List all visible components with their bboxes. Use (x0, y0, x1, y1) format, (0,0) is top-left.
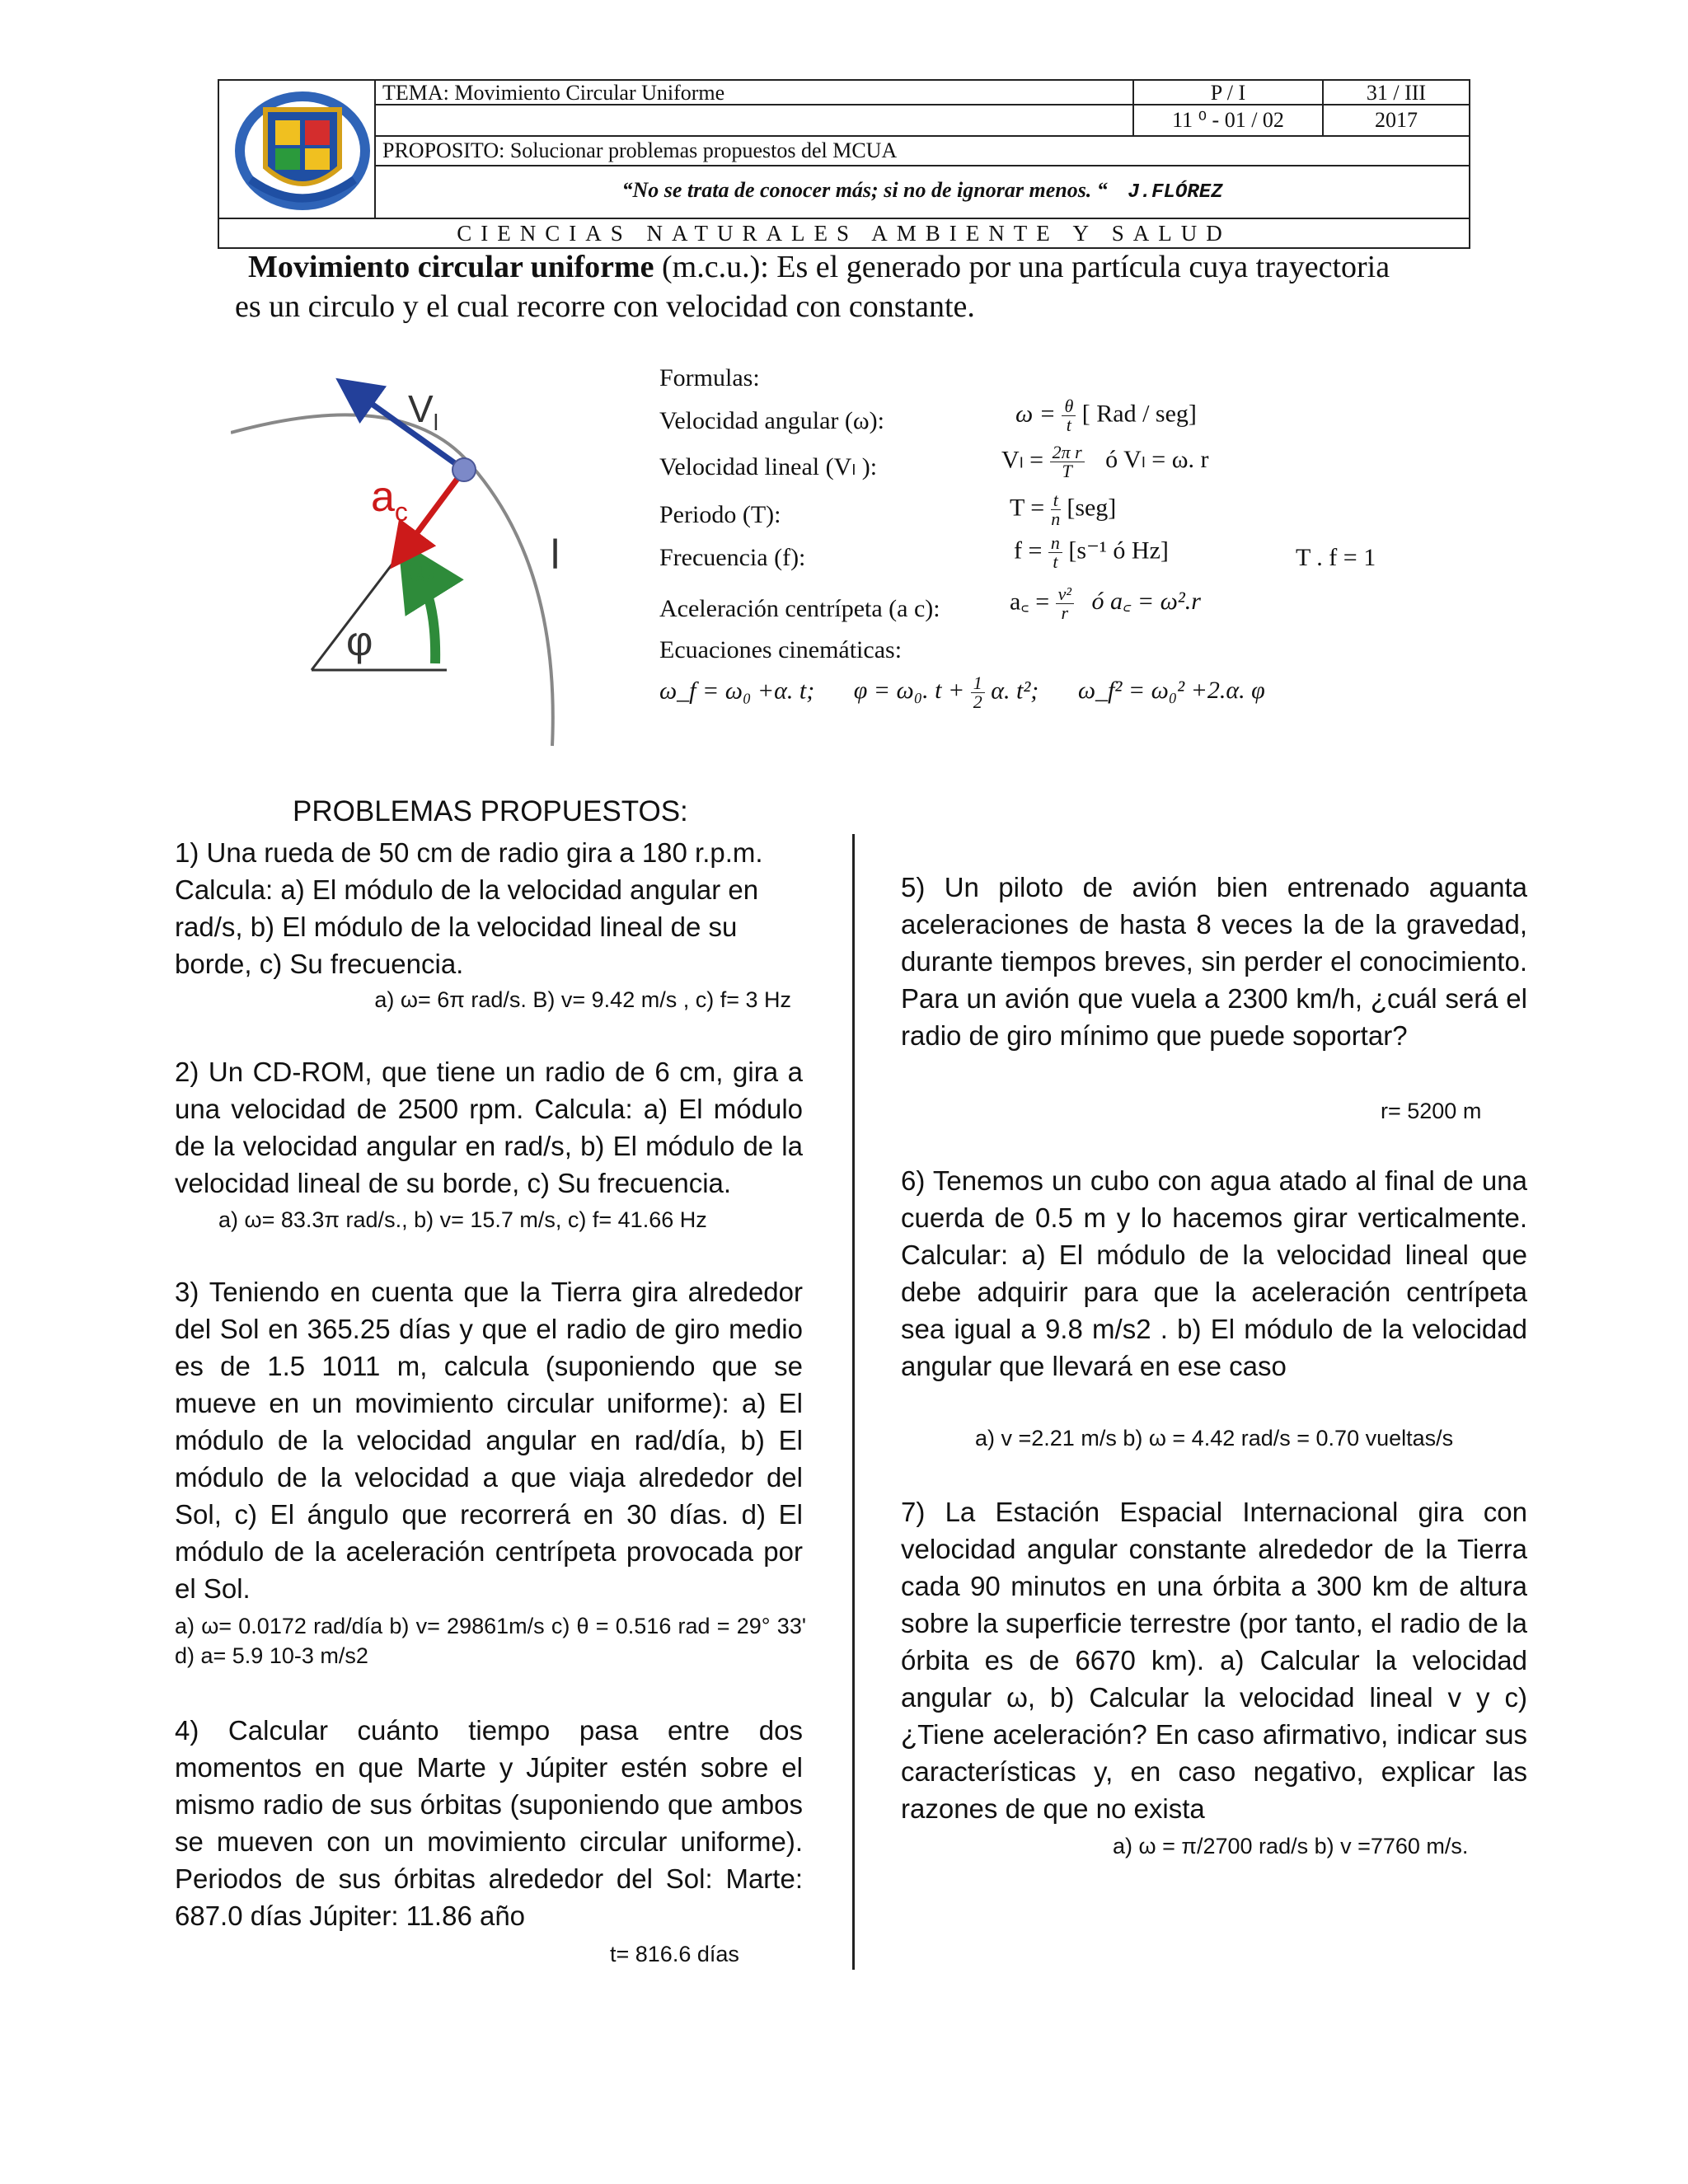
tema-spacer-cell (376, 105, 1134, 137)
trajectory-arc (231, 415, 553, 746)
area-text: CIENCIAS NATURALES AMBIENTE Y SALUD (457, 221, 1231, 246)
school-logo (219, 81, 376, 219)
eq-phi: φ = ω₀. t + (853, 677, 965, 705)
particle-dot (452, 458, 476, 481)
problem-5: 5) Un piloto de avión bien entrenado aguanta aceleraciones de hasta 8 veces la de la gravedad, durante tiempos breves, sin perder el conocimiento. Para un avión que vuela a 2300 km/h, ¿cuál será el radio de giro mínimo que puede soportar? (901, 872, 1527, 1051)
acceleration-arrow (404, 470, 464, 551)
anio-text: 2017 (1375, 108, 1418, 132)
formulas-title: Formulas: (659, 364, 760, 391)
grado-cell (1134, 105, 1324, 137)
formula-tf: T . f = 1 (1296, 544, 1376, 571)
intro-paragraph (235, 247, 1405, 326)
fecha-text: 31 / III (1366, 81, 1427, 105)
problem-3: 3) Teniendo en cuenta que la Tierra gira alrededor del Sol en 365.25 días y que el radio de giro medio es de 1.5 1011 m, calcula (suponiendo que se mueve en un movimiento circular uniforme): a) El módulo de la velocidad angular en rad/día, b) El módulo de la velocidad a que viaja alrededor del Sol, c) El ángulo que recorrerá en 30 días. d) El módulo de la aceleración centrípeta provocada por el Sol. (175, 1277, 803, 1604)
cinematicas-equations: ω_f = ω₀ +α. t; φ = ω₀. t + $\frac{1}{2}$ α. t²; ω_f² = ω₀² +2.α. φ (659, 673, 1265, 712)
formula-angular-label: Velocidad angular (ω): (659, 407, 884, 434)
problem-1: 1) Una rueda de 50 cm de radio gira a 180 r.p.m. Calcula: a) El módulo de la velocidad angular en rad/s, b) El módulo de la velocidad lineal de su borde, c) Su frecuencia. (175, 837, 763, 979)
proposito-text: PROPOSITO: Solucionar problemas propuestos del MCUA (382, 138, 898, 162)
answer-2: a) ω= 83.3π rad/s., b) v= 15.7 m/s, c) f= 41.66 Hz (218, 1207, 707, 1232)
answer-7: a) ω = π/2700 rad/s b) v =7760 m/s. (1113, 1834, 1469, 1858)
cinematicas-title: Ecuaciones cinemáticas: (659, 636, 903, 663)
formula-lineal: Vₗ = $\frac{\text{2π r}}{T}$ ó Vₗ = ω. r (1001, 442, 1209, 481)
problem-4: 4) Calcular cuánto tiempo pasa entre dos momentos en que Marte y Júpiter estén sobre el mismo radio de sus órbitas (suponiendo que ambos se mueven con un movimiento circular uniforme). Periodos de sus órbitas alrededor del Sol: Marte: 687.0 días Júpiter: 11.86 año (175, 1715, 803, 1931)
autor-text: J.FLÓREZ (1128, 181, 1223, 204)
cita-cell (376, 166, 1469, 219)
label-v: $V_l$ (408, 387, 438, 435)
eq-omega-squared: ω_f² = ω₀² +2.α. φ (1077, 677, 1265, 705)
answer-3: a) ω= 0.0172 rad/día b) v= 29861m/s c) θ = 0.516 rad = 29° 33' d) a= 5.9 10-3 m/s2 (175, 1614, 806, 1668)
formula-acel-label: Aceleración centrípeta (a c): (659, 595, 940, 622)
answer-5: r= 5200 m (1381, 1099, 1482, 1123)
answer-4: t= 816.6 días (610, 1942, 739, 1966)
label-l: l (551, 532, 560, 578)
area-cell (219, 219, 1469, 249)
answer-6: a) v =2.21 m/s b) ω = 4.42 rad/s = 0.70 vueltas/s (975, 1426, 1454, 1451)
header-table (218, 79, 1470, 249)
formula-lineal-label: Velocidad lineal (Vₗ ): (659, 453, 878, 480)
problems-title: PROBLEMAS PROPUESTOS: (293, 795, 688, 827)
problem-2: 2) Un CD-ROM, que tiene un radio de 6 cm, gira a una velocidad de 2500 rpm. Calcula: a) El módulo de la velocidad angular en rad/s, b) El módulo de la velocidad lineal de su borde, c) Su frecuencia. (175, 1057, 803, 1198)
formula-frecuencia-label: Frecuencia (f): (659, 544, 806, 571)
column-divider (852, 834, 855, 1970)
fecha-cell (1324, 81, 1469, 105)
formula-angular: ω = $\frac{\theta}{t}$ [ Rad / seg] (1015, 396, 1197, 435)
formula-periodo: T = $\frac{t}{n}$ [seg] (1010, 490, 1117, 529)
proposito-cell (376, 137, 1469, 166)
problem-7: 7) La Estación Espacial Internacional gira con velocidad angular constante alrededor de la Tierra cada 90 minutos en una órbita a 300 km de altura sobre la superficie terrestre (por tanto, el radio de la órbita es de 6670 km). a) Calcular la velocidad angular ω, b) Calcular la velocidad lineal v y c) ¿Tiene aceleración? En caso afirmativo, indicar sus características y, en caso negativo, explicar las razones de que no exista (901, 1497, 1527, 1824)
tema-text: TEMA: Movimiento Circular Uniforme (382, 81, 725, 105)
label-ac: $a_c$ (371, 473, 408, 527)
circular-motion-diagram (231, 371, 577, 750)
eq-omega-f: ω_f = ω₀ +α. t; (659, 677, 815, 705)
grado-text: 11 ⁰ - 01 / 02 (1172, 108, 1284, 132)
label-omega: ω (404, 544, 437, 590)
intro-definition: (m.c.u.): Es el generado por una partícula cuya trayectoria es un circulo y el cual recorre con velocidad con constante. (235, 250, 1390, 324)
label-phi: φ (346, 618, 373, 664)
anio-cell (1324, 105, 1469, 137)
formula-acel: a꜀ = $\frac{\text{v²}}{r}$ ó a꜀ = ω².r (1010, 583, 1201, 623)
answer-1: a) ω= 6π rad/s. B) v= 9.42 m/s , c) f= 3 Hz (374, 987, 791, 1012)
tema-cell (376, 81, 1134, 105)
formula-frecuencia: f = $\frac{n}{t}$ [s⁻¹ ó Hz] (1014, 532, 1169, 572)
cita-text: “No se trata de conocer más; si no de ignorar menos. “ (621, 178, 1108, 202)
problem-6: 6) Tenemos un cubo con agua atado al final de una cuerda de 0.5 m y lo hacemos girar verticalmente. Calcular: a) El módulo de la velocidad lineal que debe adquirir para que la aceleración centrípeta sea igual a 9.8 m/s2 . b) El módulo de la velocidad angular que llevará en ese caso (901, 1165, 1527, 1381)
eq-phi-fraction: $\frac{1}{2}$ (971, 674, 985, 711)
shield-icon (226, 81, 379, 216)
periodo-cell (1134, 81, 1324, 105)
formula-periodo-label: Periodo (T): (659, 501, 781, 528)
intro-term: Movimiento circular uniforme (248, 250, 654, 284)
periodo-text: P / I (1210, 81, 1246, 105)
